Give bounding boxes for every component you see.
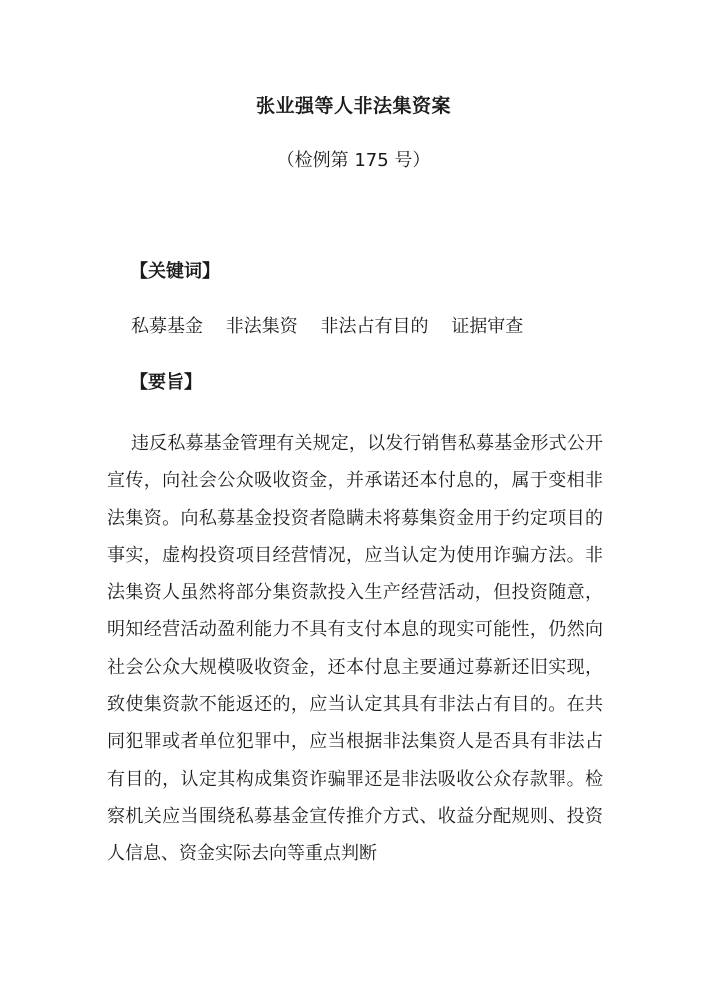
summary-paragraph: 违反私募基金管理有关规定，以发行销售私募基金形式公开宣传，向社会公众吸收资金，并承诺还本付息的，属于变相非法集资。向私募基金投资者隐瞒未将募集资金用于约定项目的事实，虚构投资项目经营情况，应当认定为使用诈骗方法。非法集资人虽然将部分集资款投入生产经营活动，但投资随意，明知经营活动盈利能力不具有支付本息的现实可能性，仍然向社会公众大规模吸收资金，还本付息主要通过募新还旧实现，致使集资款不能返还的，应当认定其具有非法占有目的。在共同犯罪或者单位犯罪中，应当根据非法集资人是否具有非法占有目的，认定其构成集资诈骗罪还是非法吸收公众存款罪。检察机关应当围绕私募基金宣传推介方式、收益分配规则、投资人信息、资金实际去向等重点判断 bbox=[107, 433, 603, 865]
keyword-item: 非法集资 bbox=[225, 316, 298, 337]
keyword-item: 私募基金 bbox=[131, 316, 203, 337]
keywords-heading: 【关键词】 bbox=[130, 261, 220, 282]
document-title: 张业强等人非法集资案 bbox=[255, 95, 451, 117]
case-number: （检例第 175 号） bbox=[276, 150, 431, 171]
keyword-item: 非法占有目的 bbox=[320, 316, 429, 337]
keyword-item: 证据审查 bbox=[451, 316, 524, 337]
summary-heading: 【要旨】 bbox=[130, 372, 202, 393]
keywords-list bbox=[131, 313, 540, 341]
